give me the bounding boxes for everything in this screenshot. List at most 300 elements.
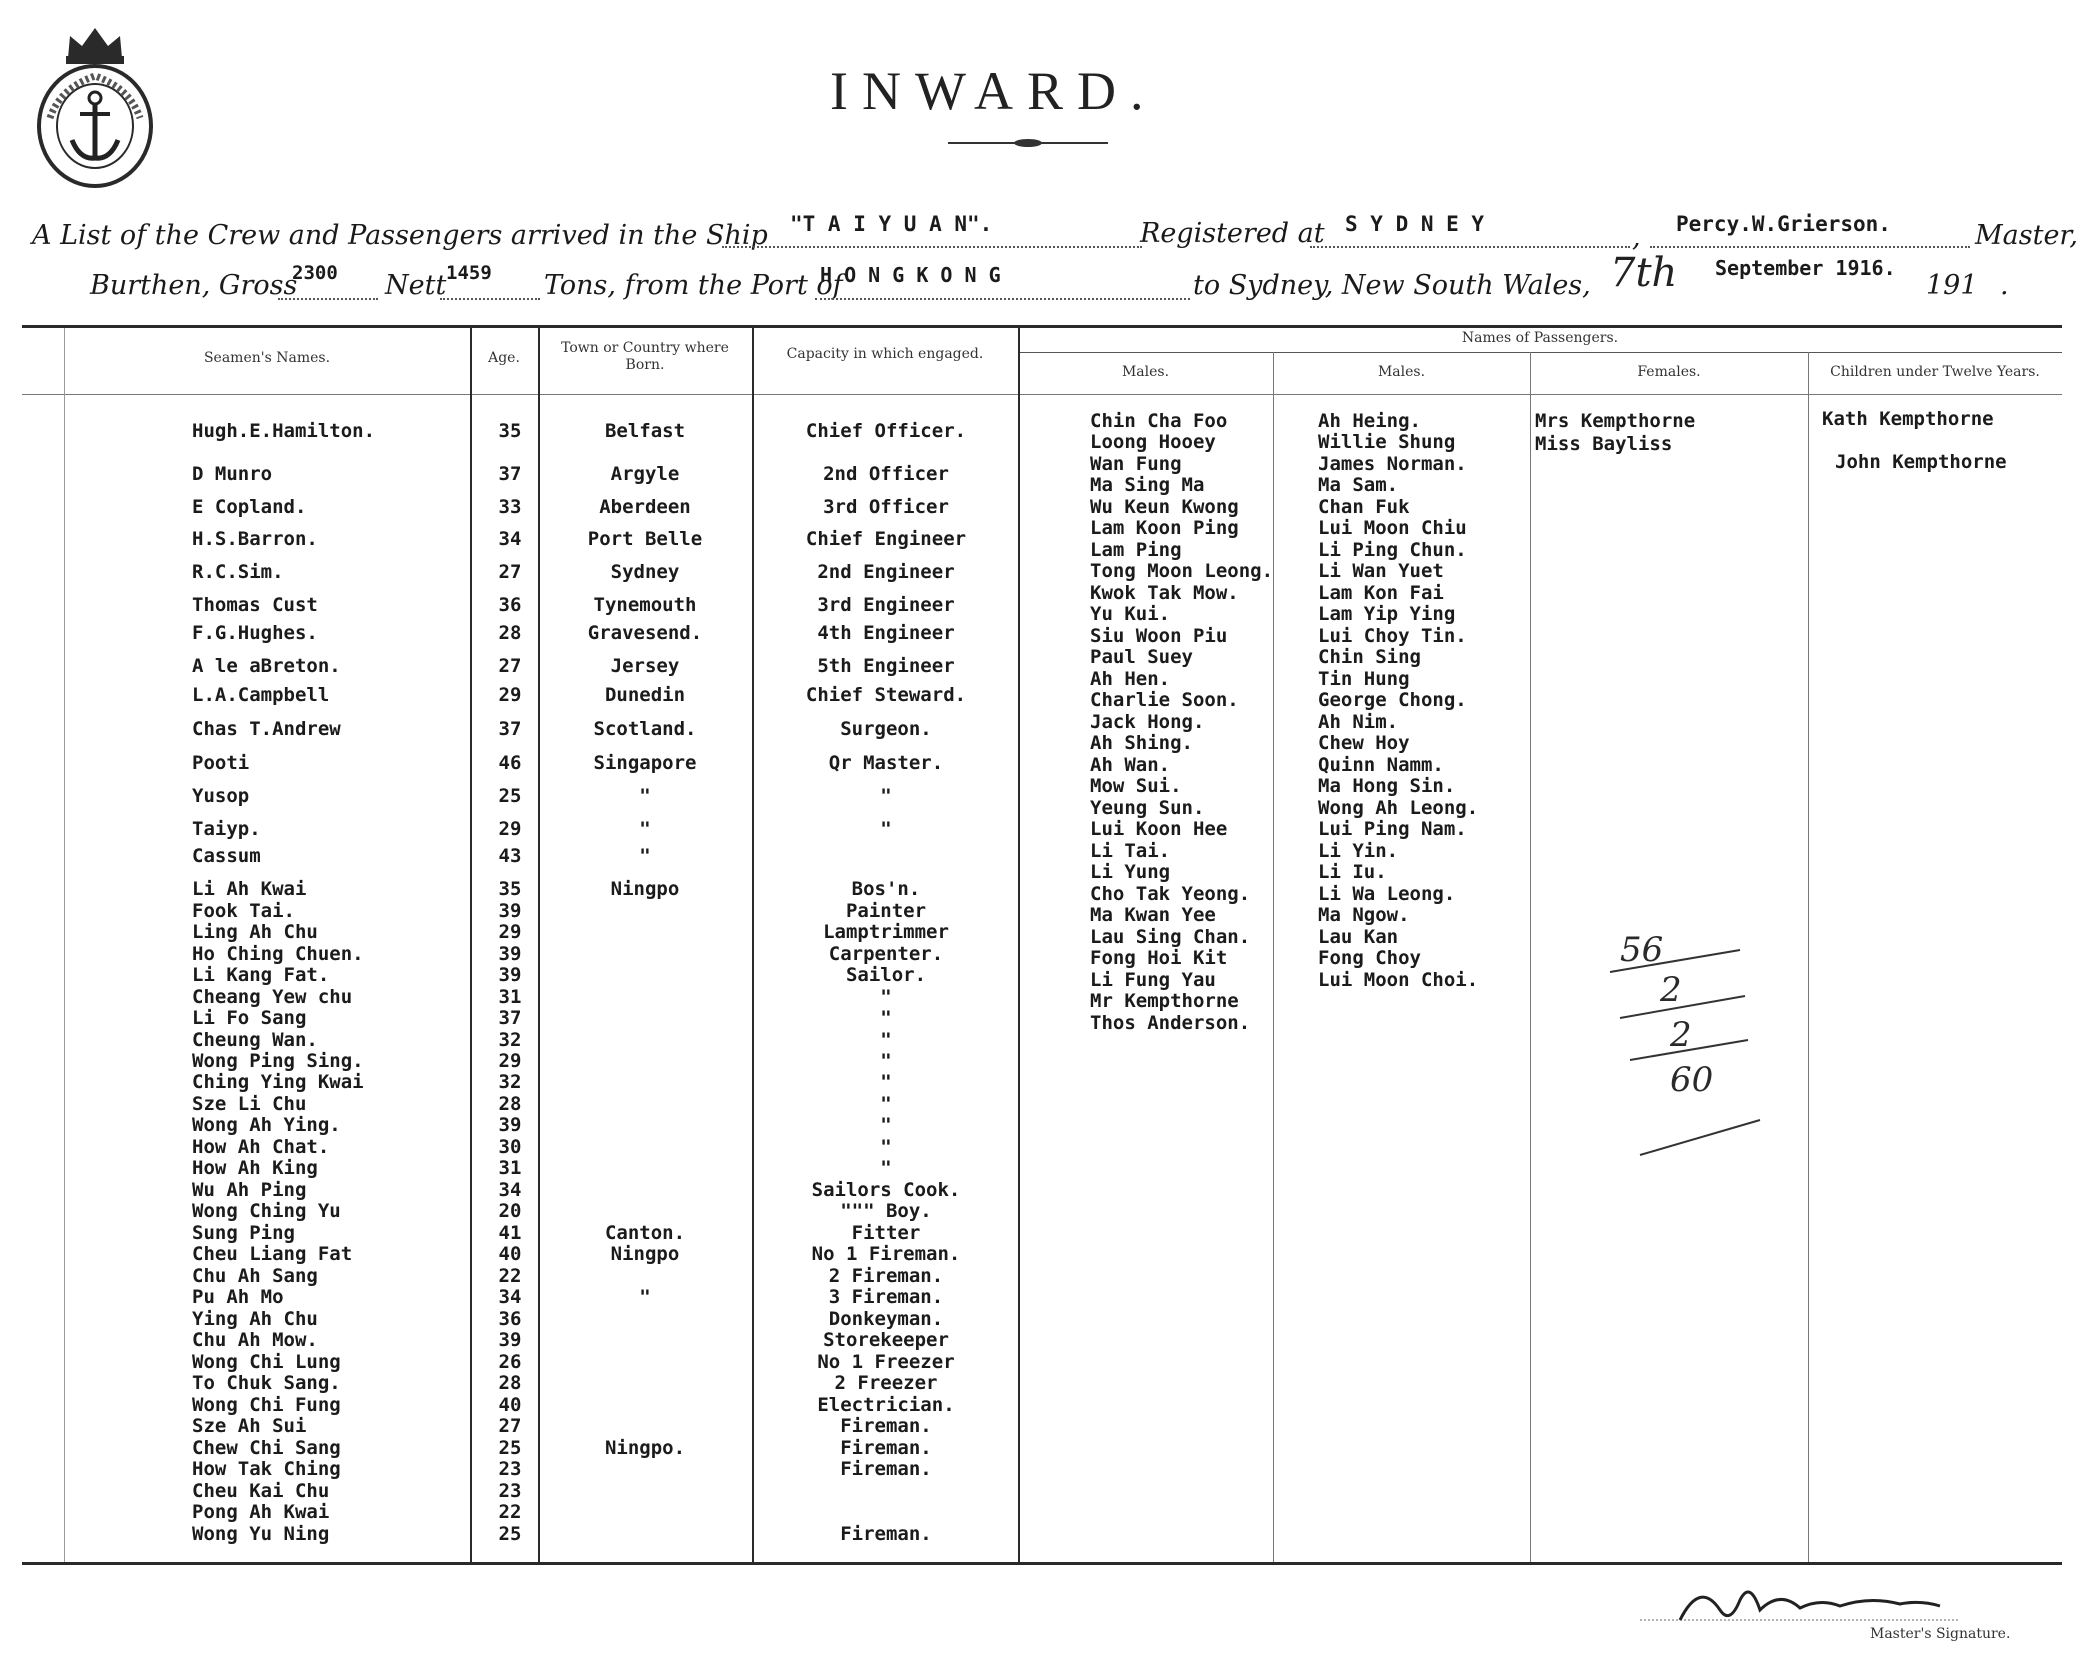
header-town-born: Town or Country where Born. [561, 340, 729, 373]
table-row [0, 1458, 1000, 1478]
seaman-name: Ling Ah Chu [192, 921, 318, 943]
list-item: Chew Hoy [1318, 732, 1410, 754]
table-row [0, 845, 1000, 865]
list-item: Mr Kempthorne [1090, 990, 1239, 1012]
seaman-capacity: Storekeeper [823, 1329, 949, 1351]
master-label: Master, [1975, 220, 2078, 251]
list-item: Lui Moon Chiu [1318, 517, 1467, 539]
seaman-capacity: " [880, 785, 892, 807]
list-item: Yu Kui. [1090, 603, 1171, 625]
table-row [0, 561, 1000, 581]
seaman-name: Wu Ah Ping [192, 1179, 307, 1201]
seaman-name: Cheang Yew chu [192, 986, 353, 1008]
list-item: Li Yin. [1318, 840, 1399, 862]
seaman-name: Thomas Cust [192, 594, 318, 616]
master-line [1650, 246, 1970, 248]
seaman-capacity: """ Boy. [840, 1200, 932, 1222]
list-item: Fong Hoi Kit [1090, 947, 1228, 969]
seaman-age: 39 [498, 900, 522, 922]
list-item: Li Yung [1090, 861, 1171, 883]
table-row [0, 1308, 1000, 1328]
table-row [0, 1200, 1000, 1220]
seaman-capacity: No 1 Fireman. [811, 1243, 961, 1265]
seaman-name: H.S.Barron. [192, 528, 318, 550]
tally-strokes [1600, 930, 1760, 1170]
seaman-age: 37 [498, 463, 522, 485]
seaman-town: Singapore [593, 752, 697, 774]
nett-label: Nett [385, 270, 447, 301]
document-title: INWARD. [830, 61, 1158, 121]
seaman-capacity: 3 Fireman. [828, 1286, 944, 1308]
header-passengers: Names of Passengers. [1461, 330, 1619, 346]
arrival-date: September 1916. [1715, 256, 1896, 280]
table-row [0, 622, 1000, 642]
list-item: Li Ping Chun. [1318, 539, 1467, 561]
seaman-age: 28 [498, 622, 522, 644]
shipping-masters-seal [30, 18, 160, 178]
seaman-age: 29 [498, 818, 522, 840]
table-row [0, 785, 1000, 805]
seaman-age: 28 [498, 1093, 522, 1115]
seaman-capacity: Surgeon. [840, 718, 932, 740]
table-row [0, 1114, 1000, 1134]
list-item: Lau Sing Chan. [1090, 926, 1251, 948]
seaman-town: Canton. [604, 1222, 686, 1244]
seaman-capacity: Fireman. [840, 1415, 932, 1437]
seaman-age: 39 [498, 964, 522, 986]
table-top-rule [22, 325, 2062, 328]
seaman-age: 27 [498, 561, 522, 583]
seaman-name: How Ah King [192, 1157, 318, 1179]
header-prefix: A List of the Crew and Passengers arrived in the Ship [32, 220, 768, 251]
seaman-age: 27 [498, 655, 522, 677]
seaman-capacity: 3rd Officer [823, 496, 949, 518]
list-item: Miss Bayliss [1535, 433, 1673, 455]
table-row [0, 1480, 1000, 1500]
seaman-capacity: " [880, 1071, 892, 1093]
tally-value: 56 [1620, 930, 1664, 970]
seaman-name: Chu Ah Sang [192, 1265, 318, 1287]
seaman-town: Port Belle [587, 528, 703, 550]
table-row [0, 1222, 1000, 1242]
seaman-capacity: " [880, 1136, 892, 1158]
seaman-age: 37 [498, 1007, 522, 1029]
nett-line [440, 298, 540, 300]
passenger-subheader-rule [1018, 352, 2062, 353]
nett-tons: 1459 [446, 262, 492, 284]
seaman-age: 35 [498, 878, 522, 900]
header-capacity: Capacity in which engaged. [786, 346, 984, 362]
list-item: Charlie Soon. [1090, 689, 1239, 711]
seaman-capacity: 2nd Officer [823, 463, 949, 485]
seaman-town: Ningpo [610, 878, 680, 900]
seaman-name: How Ah Chat. [192, 1136, 330, 1158]
header-males-2: Males. [1377, 364, 1426, 380]
list-item: Ma Sing Ma [1090, 474, 1205, 496]
seaman-town: " [639, 785, 651, 807]
col-divider-males2-left [1273, 352, 1274, 1562]
seaman-town: Tynemouth [593, 594, 697, 616]
list-item: Lau Kan [1318, 926, 1399, 948]
list-item: Li Wa Leong. [1318, 883, 1456, 905]
seaman-name: Yusop [192, 785, 250, 807]
seaman-age: 46 [498, 752, 522, 774]
table-row [0, 1157, 1000, 1177]
list-item: Thos Anderson. [1090, 1012, 1251, 1034]
table-row [0, 1437, 1000, 1457]
col-divider-females-left [1530, 352, 1531, 1562]
table-row [0, 1071, 1000, 1091]
seaman-capacity: Carpenter. [828, 943, 944, 965]
list-item: Ah Nim. [1318, 711, 1399, 733]
table-row [0, 921, 1000, 941]
seaman-name: Wong Ching Yu [192, 1200, 341, 1222]
seaman-name: Cassum [192, 845, 261, 867]
list-item: Lui Koon Hee [1090, 818, 1228, 840]
seaman-name: Ho Ching Chuen. [192, 943, 364, 965]
seaman-capacity: 2nd Engineer [817, 561, 955, 583]
list-item: Quinn Namm. [1318, 754, 1444, 776]
list-item: Yeung Sun. [1090, 797, 1205, 819]
seaman-capacity: " [880, 1007, 892, 1029]
list-item: Lam Koon Ping [1090, 517, 1239, 539]
list-item: Willie Shung [1318, 431, 1456, 453]
seaman-town: Jersey [610, 655, 680, 677]
header-seamen-names: Seamen's Names. [203, 350, 331, 366]
seaman-name: E Copland. [192, 496, 307, 518]
list-item: Ah Shing. [1090, 732, 1193, 754]
seaman-name: Wong Yu Ning [192, 1523, 330, 1545]
seaman-age: 36 [498, 594, 522, 616]
seaman-town: Ningpo [610, 1243, 680, 1265]
seaman-name: D Munro [192, 463, 273, 485]
list-item: Wan Fung [1090, 453, 1182, 475]
seaman-capacity: Bos'n. [851, 878, 921, 900]
seaman-capacity: " [880, 1050, 892, 1072]
seaman-name: Sung Ping [192, 1222, 295, 1244]
list-item: Ma Kwan Yee [1090, 904, 1216, 926]
seaman-name: Cheu Liang Fat [192, 1243, 353, 1265]
master-signature [1640, 1570, 1960, 1630]
list-item: Lam Yip Ying [1318, 603, 1456, 625]
table-row [0, 1050, 1000, 1070]
list-item: Li Tai. [1090, 840, 1171, 862]
list-item: Mrs Kempthorne [1535, 410, 1696, 432]
seaman-capacity: 2 Fireman. [828, 1265, 944, 1287]
seaman-capacity: 2 Freezer [834, 1372, 938, 1394]
seaman-age: 25 [498, 785, 522, 807]
list-item: Tong Moon Leong. [1090, 560, 1274, 582]
seaman-name: Pu Ah Mo [192, 1286, 284, 1308]
list-item: Lam Kon Fai [1318, 582, 1444, 604]
seaman-age: 37 [498, 718, 522, 740]
seaman-age: 31 [498, 986, 522, 1008]
seaman-age: 22 [498, 1265, 522, 1287]
seaman-capacity: " [880, 1029, 892, 1051]
seaman-capacity: Painter [845, 900, 927, 922]
list-item: Cho Tak Yeong. [1090, 883, 1251, 905]
table-row [0, 943, 1000, 963]
list-item: James Norman. [1318, 453, 1467, 475]
anchor-crown-seal-icon [30, 18, 160, 178]
list-item: Chin Cha Foo [1090, 410, 1228, 432]
list-item: Lui Moon Choi. [1318, 969, 1479, 991]
seaman-capacity: Chief Engineer [805, 528, 967, 550]
header-age: Age. [488, 350, 520, 366]
seaman-town: Scotland. [593, 718, 697, 740]
seaman-age: 30 [498, 1136, 522, 1158]
signature-label: Master's Signature. [1870, 1626, 2011, 1642]
year-prefix: 191 [1926, 270, 1978, 301]
master-name: Percy.W.Grierson. [1676, 212, 1891, 236]
table-row [0, 1265, 1000, 1285]
list-item: Jack Hong. [1090, 711, 1205, 733]
list-item: Ma Hong Sin. [1318, 775, 1456, 797]
seaman-name: Fook Tai. [192, 900, 295, 922]
seaman-age: 40 [498, 1243, 522, 1265]
seaman-age: 33 [498, 496, 522, 518]
seaman-capacity: Sailors Cook. [811, 1179, 961, 1201]
seaman-age: 26 [498, 1351, 522, 1373]
list-item: Kwok Tak Mow. [1090, 582, 1239, 604]
seaman-capacity: " [880, 986, 892, 1008]
tally-value: 60 [1670, 1060, 1714, 1100]
seaman-name: A le aBreton. [192, 655, 341, 677]
seaman-name: Pong Ah Kwai [192, 1501, 330, 1523]
list-item: Wu Keun Kwong [1090, 496, 1239, 518]
seaman-age: 23 [498, 1480, 522, 1502]
seaman-town: " [639, 818, 651, 840]
seaman-town: Aberdeen [599, 496, 691, 518]
table-row [0, 1243, 1000, 1263]
seaman-age: 39 [498, 1114, 522, 1136]
list-item: Loong Hooey [1090, 431, 1216, 453]
table-row [0, 496, 1000, 516]
seaman-name: Li Ah Kwai [192, 878, 307, 900]
list-item: Lui Ping Nam. [1318, 818, 1467, 840]
seaman-capacity: Chief Officer. [805, 420, 967, 442]
seaman-town: Ningpo. [604, 1437, 686, 1459]
list-item: Kath Kempthorne [1822, 408, 1994, 430]
table-bottom-rule [22, 1562, 2062, 1565]
seaman-age: 34 [498, 1179, 522, 1201]
seaman-name: Pooti [192, 752, 250, 774]
seaman-age: 28 [498, 1372, 522, 1394]
seaman-age: 25 [498, 1437, 522, 1459]
arrival-day: 7th [1610, 250, 1678, 296]
seaman-age: 32 [498, 1029, 522, 1051]
list-item: Siu Woon Piu [1090, 625, 1228, 647]
list-item: Fong Choy [1318, 947, 1421, 969]
seaman-town: Sydney [610, 561, 680, 583]
seaman-name: Wong Chi Fung [192, 1394, 341, 1416]
seaman-capacity: " [880, 818, 892, 840]
seaman-age: 36 [498, 1308, 522, 1330]
header-children: Children under Twelve Years. [1830, 364, 2040, 380]
table-row [0, 1501, 1000, 1521]
seaman-age: 27 [498, 1415, 522, 1437]
table-row [0, 1394, 1000, 1414]
seaman-age: 32 [498, 1071, 522, 1093]
seaman-age: 43 [498, 845, 522, 867]
list-item: Ah Hen. [1090, 668, 1171, 690]
table-row [0, 1415, 1000, 1435]
seaman-name: Wong Ah Ying. [192, 1114, 341, 1136]
seaman-capacity: " [880, 1157, 892, 1179]
list-item: Wong Ah Leong. [1318, 797, 1479, 819]
list-item: Ma Ngow. [1318, 904, 1410, 926]
ship-name: "T A I Y U A N". [790, 212, 993, 236]
seaman-capacity: No 1 Freezer [817, 1351, 955, 1373]
list-item: Li Wan Yuet [1318, 560, 1444, 582]
table-row [0, 594, 1000, 614]
table-row [0, 1372, 1000, 1392]
seaman-capacity: Fireman. [840, 1523, 932, 1545]
seaman-name: Taiyp. [192, 818, 261, 840]
table-row [0, 420, 1000, 440]
seaman-age: 34 [498, 1286, 522, 1308]
list-item: Ma Sam. [1318, 474, 1399, 496]
table-row [0, 1007, 1000, 1027]
seaman-capacity: " [880, 1093, 892, 1115]
header-period: . [2000, 270, 2009, 301]
table-row [0, 1093, 1000, 1113]
list-item: Chin Sing [1318, 646, 1421, 668]
seaman-age: 39 [498, 943, 522, 965]
seaman-town: " [639, 845, 651, 867]
seaman-age: 25 [498, 1523, 522, 1545]
destination-label: to Sydney, New South Wales, [1193, 270, 1591, 301]
registered-port: S Y D N E Y [1345, 212, 1485, 236]
seaman-age: 29 [498, 684, 522, 706]
seaman-name: To Chuk Sang. [192, 1372, 341, 1394]
list-item: Ah Wan. [1090, 754, 1171, 776]
table-row [0, 718, 1000, 738]
seaman-name: R.C.Sim. [192, 561, 284, 583]
table-row [0, 1136, 1000, 1156]
header-females: Females. [1637, 364, 1701, 380]
seaman-name: Sze Ah Sui [192, 1415, 307, 1437]
table-row [0, 1029, 1000, 1049]
seaman-name: F.G.Hughes. [192, 622, 318, 644]
seaman-age: 22 [498, 1501, 522, 1523]
seaman-name: Chew Chi Sang [192, 1437, 341, 1459]
seaman-age: 20 [498, 1200, 522, 1222]
list-item: Tin Hung [1318, 668, 1410, 690]
table-row [0, 1523, 1000, 1543]
table-row [0, 752, 1000, 772]
seaman-age: 39 [498, 1329, 522, 1351]
list-item: Lam Ping [1090, 539, 1182, 561]
seaman-name: Wong Chi Lung [192, 1351, 341, 1373]
list-item: Ah Heing. [1318, 410, 1421, 432]
title-ornament [948, 133, 1108, 143]
seaman-capacity: Lamptrimmer [823, 921, 949, 943]
list-item: Paul Suey [1090, 646, 1193, 668]
header-bottom-rule [22, 394, 2062, 395]
seaman-age: 41 [498, 1222, 522, 1244]
seaman-capacity: Electrician. [817, 1394, 955, 1416]
gross-line [278, 298, 378, 300]
list-item: George Chong. [1318, 689, 1467, 711]
seaman-name: Cheu Kai Chu [192, 1480, 330, 1502]
seaman-age: 40 [498, 1394, 522, 1416]
seaman-capacity: " [880, 1114, 892, 1136]
seaman-capacity: Donkeyman. [828, 1308, 944, 1330]
seaman-capacity: Qr Master. [828, 752, 944, 774]
tally-value: 2 [1670, 1015, 1692, 1055]
table-row [0, 655, 1000, 675]
seaman-age: 31 [498, 1157, 522, 1179]
seaman-name: Sze Li Chu [192, 1093, 307, 1115]
seaman-name: Chas T.Andrew [192, 718, 341, 740]
ship-line [722, 246, 1142, 248]
tons-label: Tons, from the Port of [544, 270, 843, 301]
seaman-town: Dunedin [604, 684, 686, 706]
seaman-town: " [639, 1286, 651, 1308]
port-line [815, 298, 1190, 300]
seaman-name: Chu Ah Mow. [192, 1329, 318, 1351]
seaman-capacity: Fireman. [840, 1437, 932, 1459]
seaman-name: Hugh.E.Hamilton. [192, 420, 376, 442]
seaman-name: How Tak Ching [192, 1458, 341, 1480]
list-item: Li Fung Yau [1090, 969, 1216, 991]
seaman-age: 29 [498, 921, 522, 943]
list-item: Chan Fuk [1318, 496, 1410, 518]
table-row [0, 878, 1000, 898]
seaman-age: 23 [498, 1458, 522, 1480]
seaman-capacity: Fitter [851, 1222, 921, 1244]
list-item: John Kempthorne [1835, 451, 2007, 473]
table-row [0, 1351, 1000, 1371]
seaman-name: Cheung Wan. [192, 1029, 318, 1051]
tally-value: 2 [1660, 970, 1682, 1010]
from-port: H O N G K O N G [820, 263, 1001, 287]
registered-label: Registered at [1140, 218, 1325, 249]
list-item: Lui Choy Tin. [1318, 625, 1467, 647]
header-males-1: Males. [1121, 364, 1170, 380]
seaman-name: Li Fo Sang [192, 1007, 307, 1029]
seaman-name: Ching Ying Kwai [192, 1071, 364, 1093]
table-row [0, 463, 1000, 483]
table-row [0, 1329, 1000, 1349]
seaman-age: 29 [498, 1050, 522, 1072]
seaman-name: Li Kang Fat. [192, 964, 330, 986]
table-row [0, 818, 1000, 838]
table-row [0, 986, 1000, 1006]
table-row [0, 528, 1000, 548]
registered-comma: , [1632, 222, 1641, 253]
seaman-age: 34 [498, 528, 522, 550]
seaman-name: L.A.Campbell [192, 684, 330, 706]
table-row [0, 1286, 1000, 1306]
list-item: Li Iu. [1318, 861, 1387, 883]
seaman-capacity: 3rd Engineer [817, 594, 955, 616]
seaman-name: Ying Ah Chu [192, 1308, 318, 1330]
table-row [0, 1179, 1000, 1199]
registered-line [1310, 246, 1630, 248]
seaman-name: Wong Ping Sing. [192, 1050, 364, 1072]
table-row [0, 684, 1000, 704]
list-item: Mow Sui. [1090, 775, 1182, 797]
seaman-town: Argyle [610, 463, 680, 485]
seaman-age: 35 [498, 420, 522, 442]
seaman-capacity: Sailor. [845, 964, 927, 986]
gross-tons: 2300 [292, 262, 338, 284]
table-row [0, 964, 1000, 984]
seaman-town: Belfast [604, 420, 686, 442]
col-divider-children-left [1808, 352, 1809, 1562]
